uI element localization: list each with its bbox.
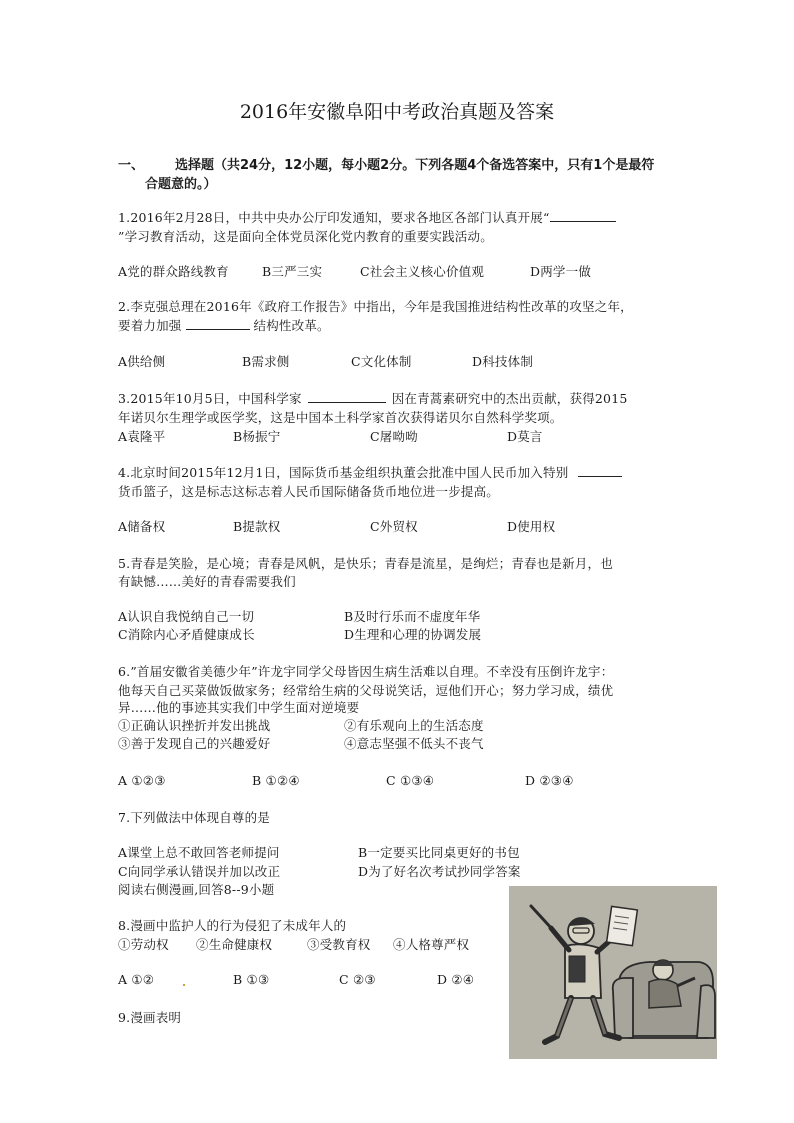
q8-line-1: 8.漫画中监护人的行为侵犯了未成年人的 bbox=[118, 918, 347, 933]
q5-option-b: B及时行乐而不虚度年华 bbox=[344, 609, 481, 624]
q8-item-1: ①劳动权 bbox=[118, 937, 169, 952]
answer-blank bbox=[578, 464, 622, 477]
answer-blank bbox=[308, 390, 386, 403]
q2-line-2a: 要着力加强 bbox=[118, 318, 182, 333]
q7-option-c: C向同学承认错误并加以改正 bbox=[118, 864, 281, 879]
q2-line-2b: 结构性改革。 bbox=[253, 318, 330, 333]
answer-blank bbox=[550, 209, 616, 222]
q3-line-1 bbox=[118, 389, 628, 407]
q3-line-1a: 3.2015年10月5日，中国科学家 bbox=[118, 391, 302, 406]
q4-option-d: D使用权 bbox=[507, 519, 556, 534]
q8-item-3: ③受教育权 bbox=[307, 937, 371, 952]
q3-option-c: C屠呦呦 bbox=[370, 429, 418, 444]
q7-line-1: 7.下列做法中体现自尊的是 bbox=[118, 810, 271, 825]
q6-line-3: 异……他的事迹其实我们中学生面对逆境要 bbox=[118, 700, 360, 715]
q5-option-d: D生理和心理的协调发展 bbox=[344, 627, 482, 642]
q3-option-d: D莫言 bbox=[507, 429, 543, 444]
q3-line-2: 年诺贝尔生理学或医学奖，这是中国本土科学家首次获得诺贝尔自然科学奖项。 bbox=[118, 410, 563, 425]
q1-text bbox=[118, 208, 616, 226]
q2-option-b: B需求侧 bbox=[242, 354, 290, 369]
q2-option-d: D科技体制 bbox=[472, 354, 534, 369]
section-line-1: 选择题（共24分，12小题，每小题2分。下列各题4个备选答案中，只有1个是最符 bbox=[175, 158, 655, 173]
q8-option-b: B ①③ bbox=[233, 972, 270, 987]
q8-option-d: D ②④ bbox=[437, 972, 475, 987]
q6-item-3: ③善于发现自己的兴趣爱好 bbox=[118, 736, 271, 751]
q6-line-1: 6.”首届安徽省美德少年”许龙宇同学父母皆因生病生活难以自理。不幸没有压倒许龙宇： bbox=[118, 664, 614, 679]
section-number: 一、 bbox=[118, 158, 145, 173]
q4-option-b: B提款权 bbox=[233, 519, 281, 534]
q4-line-1: 4.北京时间2015年12月1日，国际货币基金组织执董会批准中国人民币加入特别 bbox=[118, 465, 569, 480]
q6-item-2: ②有乐观向上的生活态度 bbox=[344, 718, 484, 733]
q2-option-c: C文化体制 bbox=[351, 354, 412, 369]
q2-option-a: A供给侧 bbox=[118, 354, 166, 369]
q5-option-a: A认识自我悦纳自己一切 bbox=[118, 609, 255, 624]
answer-blank bbox=[186, 317, 250, 330]
q6-option-d: D ②③④ bbox=[525, 773, 574, 788]
q4-option-a: A储备权 bbox=[118, 519, 166, 534]
q7-option-d: D为了好名次考试抄同学答案 bbox=[358, 864, 521, 879]
q3-option-a: A袁隆平 bbox=[118, 429, 166, 444]
q2-line-1: 2.李克强总理在2016年《政府工作报告》中指出，今年是我国推进结构性改革的攻坚之年， bbox=[118, 299, 633, 314]
q4-option-c: C外贸权 bbox=[370, 519, 418, 534]
q3-option-b: B杨振宁 bbox=[233, 429, 281, 444]
q5-line-1: 5.青春是笑脸，是心境；青春是风帆，是快乐；青春是流星，是绚烂；青春也是新月，也 bbox=[118, 556, 613, 571]
q6-option-c: C ①③④ bbox=[386, 773, 435, 788]
q7-option-a: A课堂上总不敢回答老师提问 bbox=[118, 845, 280, 860]
q1-option-a: A党的群众路线教育 bbox=[118, 264, 229, 279]
q8-option-c: C ②③ bbox=[339, 972, 376, 987]
stray-dot bbox=[183, 984, 185, 986]
q1-line-1: 1.2016年2月28日，中共中央办公厅印发通知，要求各地区各部门认真开展“ bbox=[118, 210, 550, 225]
page-title: 2016年安徽阜阳中考政治真题及答案 bbox=[239, 101, 555, 123]
q4-line-2: 货币篮子，这是标志这标志着人民币国际储备货币地位进一步提高。 bbox=[118, 484, 500, 499]
q1-option-d: D两学一做 bbox=[530, 264, 592, 279]
reading-instruction: 阅读右侧漫画,回答8--9小题 bbox=[118, 882, 275, 897]
q1-line-2: ”学习教育活动，这是面向全体党员深化党内教育的重要实践活动。 bbox=[118, 229, 493, 244]
section-line-2: 合题意的。） bbox=[145, 177, 217, 192]
q1-option-c: C社会主义核心价值观 bbox=[360, 264, 485, 279]
q1-option-b: B三严三实 bbox=[262, 264, 323, 279]
q8-item-2: ②生命健康权 bbox=[196, 937, 273, 952]
q7-option-b: B一定要买比同桌更好的书包 bbox=[358, 845, 520, 860]
q6-option-a: A ①②③ bbox=[118, 773, 166, 788]
cartoon-drawing bbox=[509, 886, 717, 1059]
q2-line-2 bbox=[118, 316, 330, 334]
q6-item-4: ④意志坚强不低头不丧气 bbox=[344, 736, 484, 751]
q8-item-4: ④人格尊严权 bbox=[393, 937, 470, 952]
q6-line-2: 他每天自己买菜做饭做家务；经常给生病的父母说笑话，逗他们开心；努力学习成，绩优 bbox=[118, 683, 614, 698]
cartoon-image bbox=[509, 886, 717, 1059]
q9-line-1: 9.漫画表明 bbox=[118, 1010, 182, 1025]
q4-text bbox=[118, 463, 622, 481]
q8-option-a: A ①② bbox=[118, 972, 155, 987]
q5-option-c: C消除内心矛盾健康成长 bbox=[118, 627, 255, 642]
q6-option-b: B ①②④ bbox=[252, 773, 300, 788]
q6-item-1: ①正确认识挫折并发出挑战 bbox=[118, 718, 271, 733]
q3-line-1b: 因在青蒿素研究中的杰出贡献，获得2015 bbox=[391, 391, 628, 406]
q5-line-2: 有缺憾……美好的青春需要我们 bbox=[118, 574, 296, 589]
